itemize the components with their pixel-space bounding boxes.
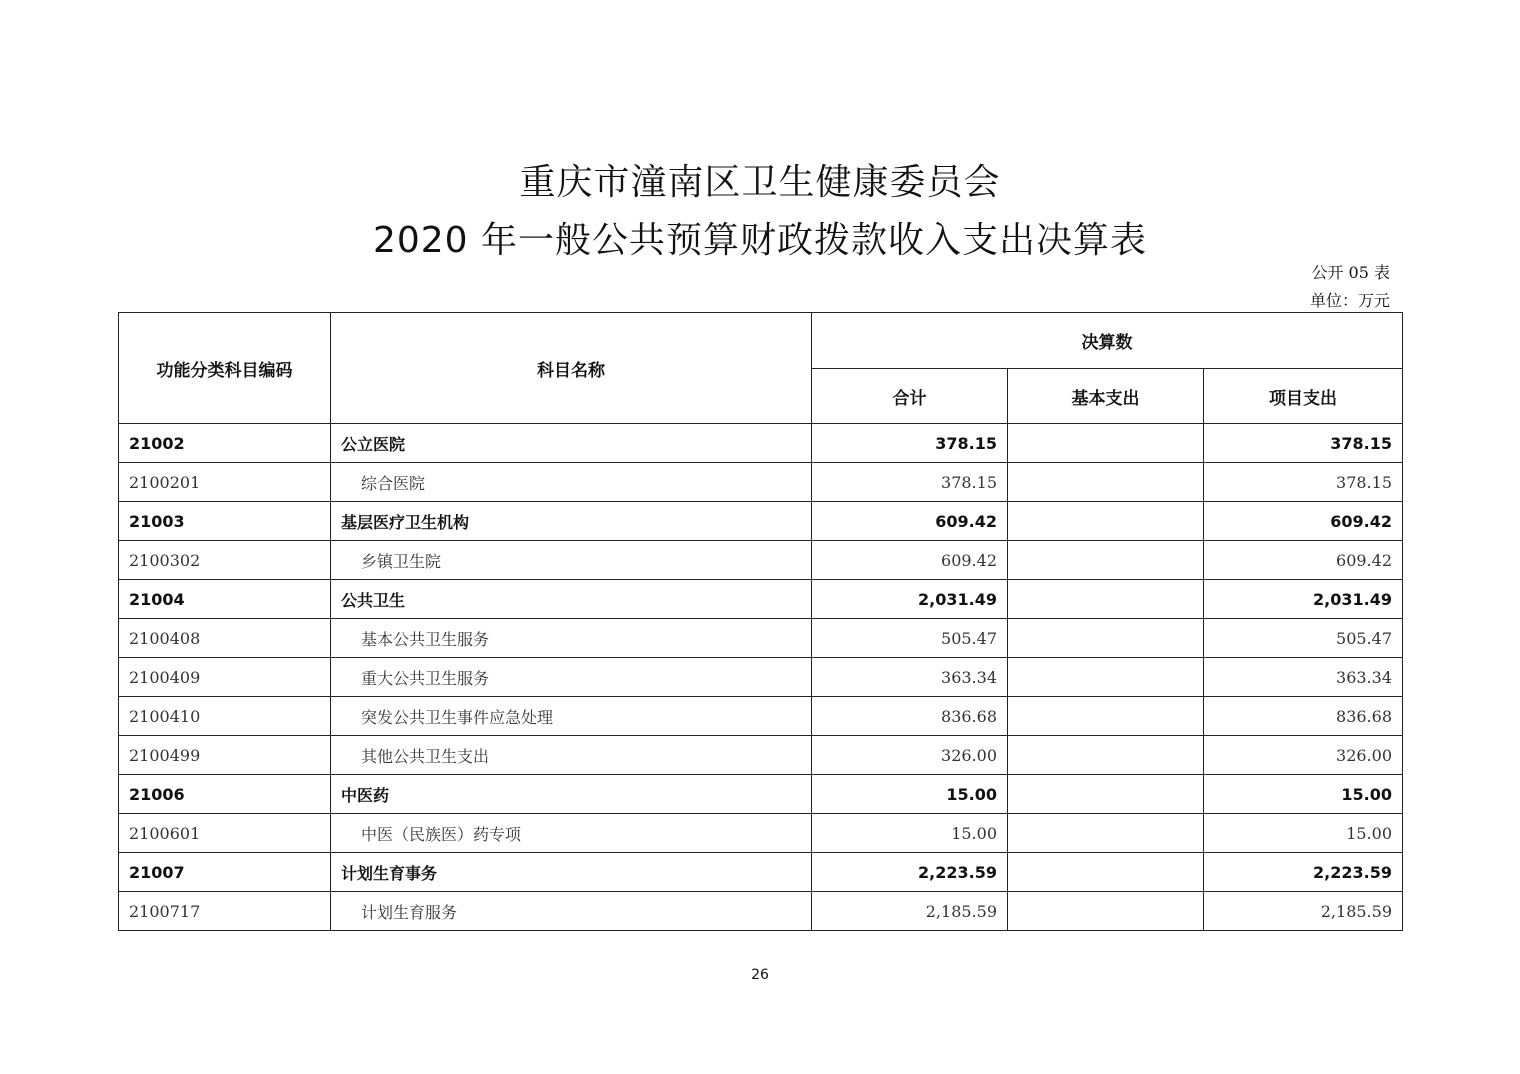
cell-code: 2100201 [119,463,331,502]
table-row [119,541,1403,580]
cell-project: 2,185.59 [1204,892,1403,931]
cell-total: 2,223.59 [812,853,1008,892]
cell-basic [1008,580,1204,619]
cell-project: 2,031.49 [1204,580,1403,619]
table-row [119,658,1403,697]
cell-basic [1008,658,1204,697]
cell-name: 基本公共卫生服务 [331,619,812,658]
cell-name: 公立医院 [331,424,812,463]
cell-project: 15.00 [1204,814,1403,853]
unit-label: 单位：万元 [1309,291,1390,310]
cell-basic [1008,892,1204,931]
cell-total: 2,031.49 [812,580,1008,619]
cell-code: 2100410 [119,697,331,736]
cell-basic [1008,853,1204,892]
header-basic: 基本支出 [1008,369,1204,424]
cell-basic [1008,541,1204,580]
table-row [119,619,1403,658]
table-row [119,502,1403,541]
cell-name: 中医药 [331,775,812,814]
header-final-accounts: 决算数 [812,313,1403,369]
cell-code: 21002 [119,424,331,463]
cell-basic [1008,736,1204,775]
cell-total: 836.68 [812,697,1008,736]
cell-project: 15.00 [1204,775,1403,814]
cell-code: 2100717 [119,892,331,931]
cell-code: 2100409 [119,658,331,697]
table-row [119,736,1403,775]
cell-basic [1008,775,1204,814]
cell-project: 2,223.59 [1204,853,1403,892]
cell-total: 505.47 [812,619,1008,658]
cell-code: 2100408 [119,619,331,658]
cell-total: 2,185.59 [812,892,1008,931]
cell-total: 378.15 [812,424,1008,463]
table-row [119,853,1403,892]
cell-basic [1008,697,1204,736]
cell-basic [1008,424,1204,463]
cell-name: 其他公共卫生支出 [331,736,812,775]
table-row [119,580,1403,619]
table-row [119,697,1403,736]
cell-project: 378.15 [1204,424,1403,463]
cell-project: 609.42 [1204,541,1403,580]
cell-name: 计划生育服务 [331,892,812,931]
table-row [119,775,1403,814]
cell-name: 重大公共卫生服务 [331,658,812,697]
cell-name: 突发公共卫生事件应急处理 [331,697,812,736]
header-name: 科目名称 [331,313,812,424]
cell-basic [1008,814,1204,853]
cell-project: 609.42 [1204,502,1403,541]
cell-basic [1008,463,1204,502]
table-row [119,814,1403,853]
cell-project: 378.15 [1204,463,1403,502]
cell-code: 21003 [119,502,331,541]
table-row [119,892,1403,931]
cell-total: 378.15 [812,463,1008,502]
cell-code: 21007 [119,853,331,892]
cell-name: 基层医疗卫生机构 [331,502,812,541]
cell-total: 609.42 [812,541,1008,580]
cell-total: 15.00 [812,814,1008,853]
header-code: 功能分类科目编码 [119,313,331,424]
cell-total: 15.00 [812,775,1008,814]
cell-name: 综合医院 [331,463,812,502]
cell-basic [1008,502,1204,541]
cell-code: 21006 [119,775,331,814]
cell-name: 计划生育事务 [331,853,812,892]
cell-code: 2100601 [119,814,331,853]
cell-name: 中医（民族医）药专项 [331,814,812,853]
cell-name: 公共卫生 [331,580,812,619]
header-total: 合计 [812,369,1008,424]
document-title-line-2: 2020 年一般公共预算财政拨款收入支出决算表 [372,220,1148,261]
table-row [119,463,1403,502]
document-title-line-1: 重庆市潼南区卫生健康委员会 [519,162,1001,203]
cell-name: 乡镇卫生院 [331,541,812,580]
cell-total: 609.42 [812,502,1008,541]
cell-project: 505.47 [1204,619,1403,658]
table-body [119,424,1403,931]
cell-basic [1008,619,1204,658]
cell-project: 363.34 [1204,658,1403,697]
cell-total: 326.00 [812,736,1008,775]
form-number: 公开 05 表 [1311,263,1390,282]
cell-code: 2100499 [119,736,331,775]
cell-code: 2100302 [119,541,331,580]
cell-project: 326.00 [1204,736,1403,775]
budget-table [118,312,1403,931]
table-row [119,424,1403,463]
cell-project: 836.68 [1204,697,1403,736]
header-project: 项目支出 [1204,369,1403,424]
cell-total: 363.34 [812,658,1008,697]
page-number: 26 [751,967,769,983]
cell-code: 21004 [119,580,331,619]
